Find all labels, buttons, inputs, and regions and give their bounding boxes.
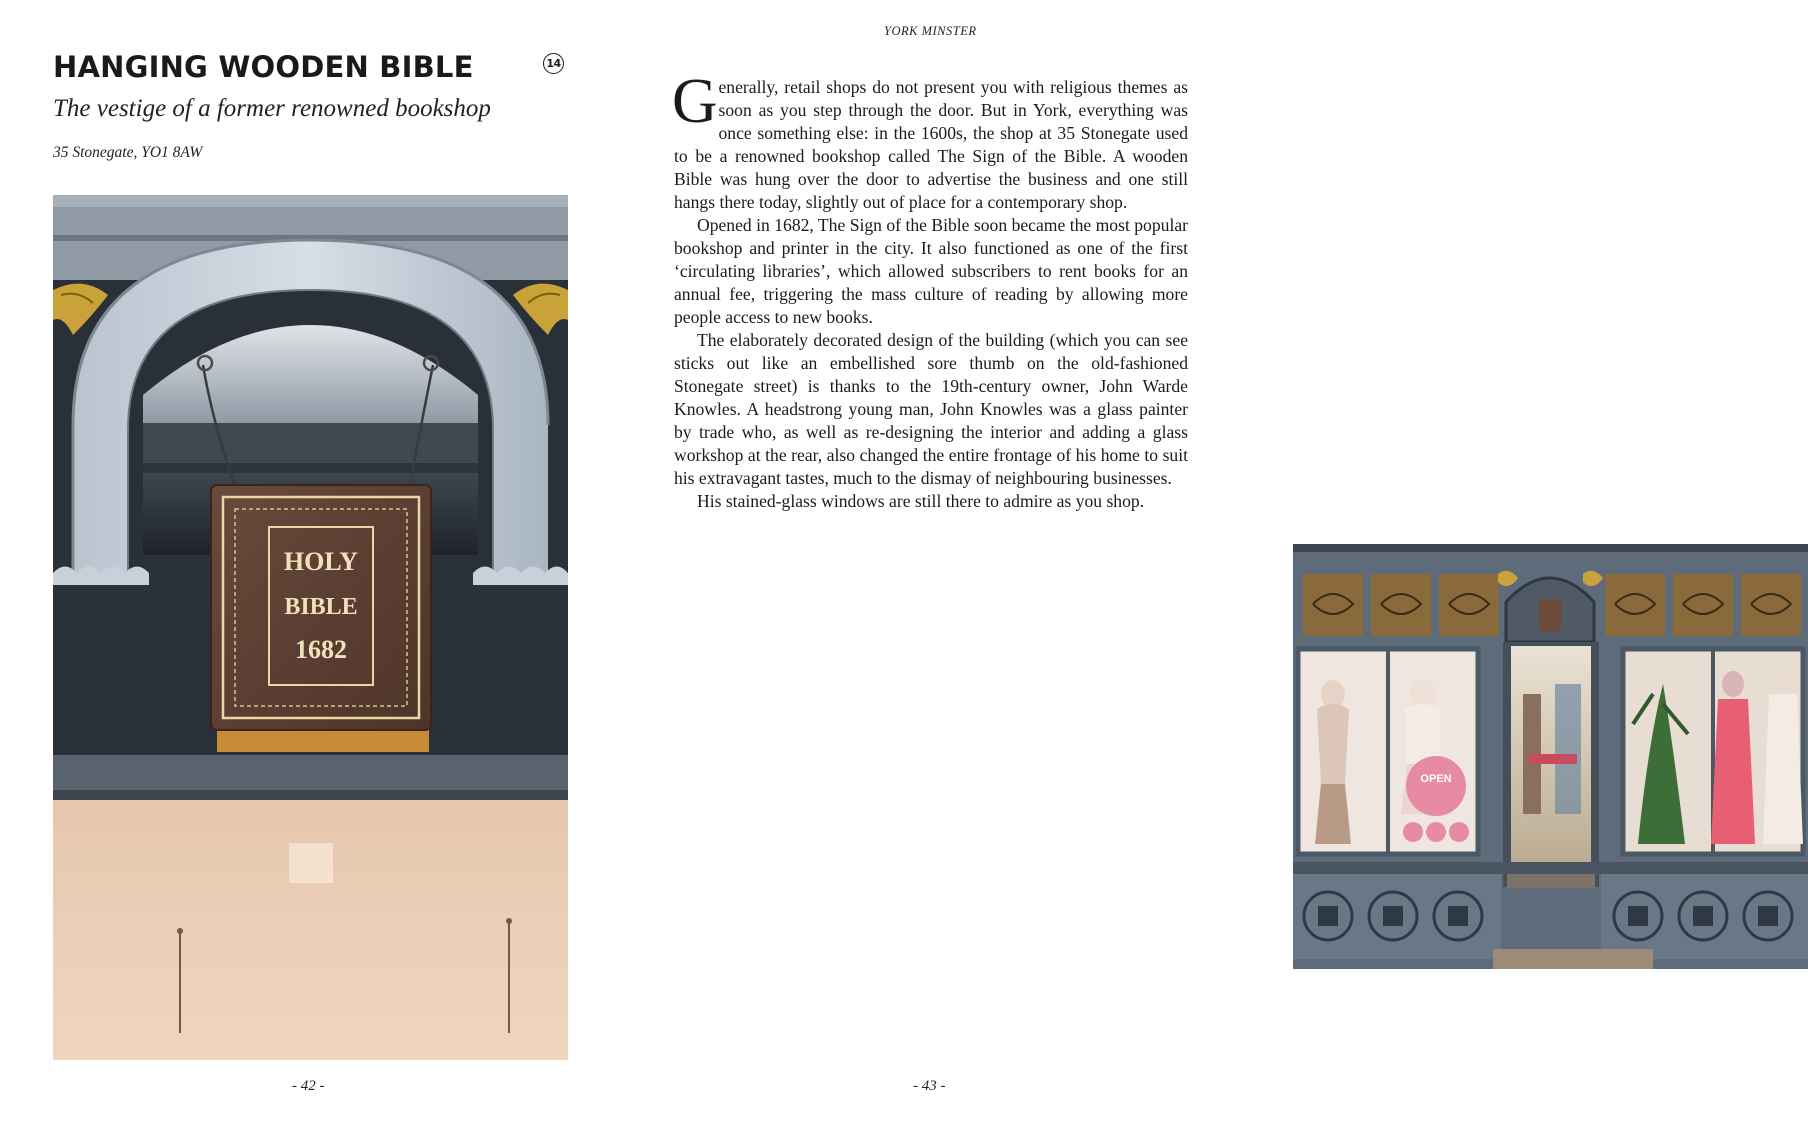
open-sign-text: OPEN	[1420, 773, 1452, 785]
hanging-bible-photo	[53, 195, 568, 1060]
running-head: YORK MINSTER	[884, 24, 977, 38]
paragraph-1-text: enerally, retail shops do not present you with religious themes as soon as you step through the door. But in York, everything was once something else: in the 1600s, the shop at 35 Stonegate used to be a renowned bookshop called The Sign of the Bible. A wooden Bible was hung over the door to advertise the business and one still hangs there today, slightly out of place for a contemporary shop.	[674, 77, 1188, 212]
entry-number-badge: 14	[543, 53, 564, 74]
article-body	[672, 66, 1188, 513]
paragraph-3: The elaborately decorated design of the building (which you can see sticks out like an embellished sore thumb on the old-fashioned Stonegate street) is thanks to the 19th-century owner, John Warde Knowles. A headstrong young man, John Knowles was a glass painter by trade who, as well as re-designing the interior and adding a glass workshop at the rear, also changed the entire frontage of his home to suit his extravagant tastes, much to the dismay of neighbouring businesses.	[674, 330, 1188, 488]
entry-title: HANGING WOODEN BIBLE	[53, 50, 474, 84]
paragraph-4: His stained-glass windows are still there to admire as you shop.	[697, 491, 1145, 511]
right-page	[620, 0, 1452, 1123]
sign-text-line-2: BIBLE	[284, 594, 358, 620]
page-number: - 43 -	[913, 1078, 946, 1094]
drop-cap: G	[672, 66, 718, 136]
left-page	[0, 0, 620, 1123]
page-number: - 42 -	[292, 1078, 325, 1094]
entry-address: 35 Stonegate, YO1 8AW	[53, 144, 203, 161]
entry-subtitle: The vestige of a former renowned bookshop	[53, 95, 491, 122]
paragraph-1	[672, 66, 1188, 214]
sign-text-line-1: HOLY	[283, 547, 359, 576]
shopfront-photo	[1293, 544, 1808, 969]
paragraph-2: Opened in 1682, The Sign of the Bible soon became the most popular bookshop and printer in the city. It also functioned as one of the first ‘circulating libraries’, which allowed subscribers to rent books for an annual fee, triggering the mass culture of reading by allowing more people access to new books.	[674, 215, 1188, 327]
sign-text-line-3: 1682	[295, 635, 347, 664]
